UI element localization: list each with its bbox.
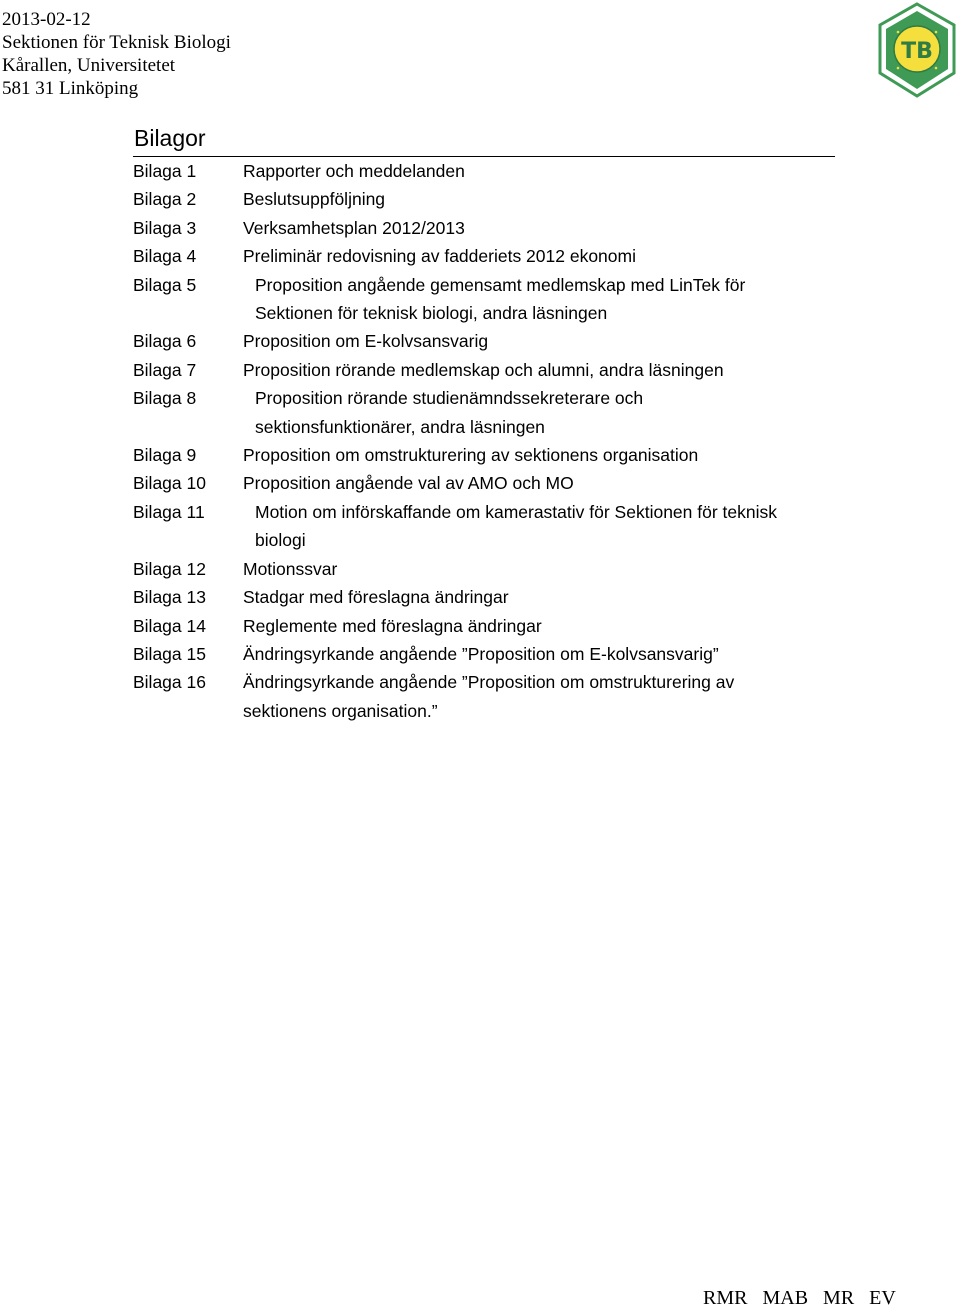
appendix-title — [243, 384, 833, 441]
appendix-row — [133, 441, 833, 469]
appendix-title — [243, 242, 833, 270]
appendix-number: Bilaga 4 — [133, 246, 197, 267]
appendix-title — [243, 356, 833, 384]
tb-logo-icon — [874, 2, 960, 98]
appendix-title-line: Motion om införskaffande om kamerastativ för Sektionen för teknisk — [255, 501, 778, 522]
appendix-title-line: Proposition rörande studienämndssekreterare och — [255, 388, 644, 409]
appendix-row — [133, 185, 833, 213]
appendix-number: Bilaga 3 — [133, 217, 197, 238]
appendix-number: Bilaga 6 — [133, 331, 197, 352]
appendix-row — [133, 612, 833, 640]
document-header — [2, 8, 231, 100]
appendix-row — [133, 356, 833, 384]
appendix-title-line: biologi — [255, 530, 306, 551]
appendix-title-line: Rapporter och meddelanden — [243, 161, 465, 181]
appendix-row — [133, 583, 833, 611]
appendix-number: Bilaga 5 — [133, 274, 197, 295]
logo-monogram: TB — [901, 39, 933, 64]
appendix-title — [243, 441, 833, 469]
section-title: Bilagor — [134, 125, 206, 151]
appendix-row — [133, 214, 833, 242]
appendix-row — [133, 498, 833, 555]
appendix-number: Bilaga 10 — [133, 473, 206, 494]
appendix-number: Bilaga 16 — [133, 672, 206, 693]
appendix-title — [243, 640, 833, 668]
appendix-title-line: Motionssvar — [243, 558, 338, 579]
appendix-number: Bilaga 1 — [133, 161, 197, 181]
appendix-list — [133, 157, 833, 725]
header-postal-city: 581 31 Linköping — [2, 78, 139, 99]
appendix-number: Bilaga 14 — [133, 615, 206, 636]
appendix-title-line: Proposition angående val av AMO och MO — [243, 473, 574, 494]
appendix-title-line: Beslutsuppföljning — [243, 189, 386, 210]
tb-logo — [874, 2, 960, 98]
appendix-title-line: Proposition om E-kolvsansvarig — [243, 331, 489, 352]
appendix-number: Bilaga 13 — [133, 587, 206, 608]
appendix-title — [243, 668, 833, 725]
appendix-title — [243, 555, 833, 583]
appendix-number: Bilaga 8 — [133, 388, 197, 409]
footer-initials: RMR MAB MR EV — [703, 1287, 896, 1309]
appendix-row — [133, 327, 833, 355]
appendix-number: Bilaga 2 — [133, 189, 197, 210]
appendix-row — [133, 668, 833, 725]
appendix-title — [243, 157, 833, 185]
appendix-row — [133, 555, 833, 583]
header-address-building: Kårallen, Universitetet — [2, 55, 176, 76]
appendix-number: Bilaga 11 — [133, 501, 205, 522]
appendix-row — [133, 640, 833, 668]
appendix-title-line: Ändringsyrkande angående ”Proposition om omstrukturering av — [243, 672, 735, 693]
appendix-title-line: sektionsfunktionärer, andra läsningen — [255, 416, 545, 437]
appendix-title-line: sektionens organisation.” — [243, 700, 438, 721]
appendix-number: Bilaga 9 — [133, 445, 197, 466]
appendix-number: Bilaga 7 — [133, 359, 197, 380]
appendix-title — [243, 583, 833, 611]
header-organization: Sektionen för Teknisk Biologi — [2, 32, 231, 53]
appendix-title-line: Preliminär redovisning av fadderiets 2012 ekonomi — [243, 246, 636, 267]
appendix-number: Bilaga 15 — [133, 643, 206, 664]
appendix-row — [133, 242, 833, 270]
appendix-title — [243, 185, 833, 213]
appendix-row — [133, 469, 833, 497]
appendix-title — [243, 327, 833, 355]
appendix-row — [133, 384, 833, 441]
appendix-title-line: Proposition rörande medlemskap och alumni, andra läsningen — [243, 359, 724, 380]
appendix-number: Bilaga 12 — [133, 558, 206, 579]
appendix-title-line: Stadgar med föreslagna ändringar — [243, 587, 509, 608]
appendix-title-line: Ändringsyrkande angående ”Proposition om E-kolvsansvarig” — [243, 643, 719, 664]
appendix-title-line: Sektionen för teknisk biologi, andra läsningen — [255, 303, 608, 324]
appendix-title — [243, 214, 833, 242]
appendix-row — [133, 157, 833, 185]
appendix-title — [243, 498, 833, 555]
appendix-title-line: Proposition om omstrukturering av sektionens organisation — [243, 445, 699, 466]
appendix-title — [243, 271, 833, 328]
header-date: 2013-02-12 — [2, 9, 91, 30]
appendix-row — [133, 271, 833, 328]
appendix-title — [243, 612, 833, 640]
appendix-title-line: Verksamhetsplan 2012/2013 — [243, 217, 465, 238]
appendix-title-line: Proposition angående gemensamt medlemskap med LinTek för — [255, 274, 746, 295]
appendix-title-line: Reglemente med föreslagna ändringar — [243, 615, 542, 636]
appendix-title — [243, 469, 833, 497]
